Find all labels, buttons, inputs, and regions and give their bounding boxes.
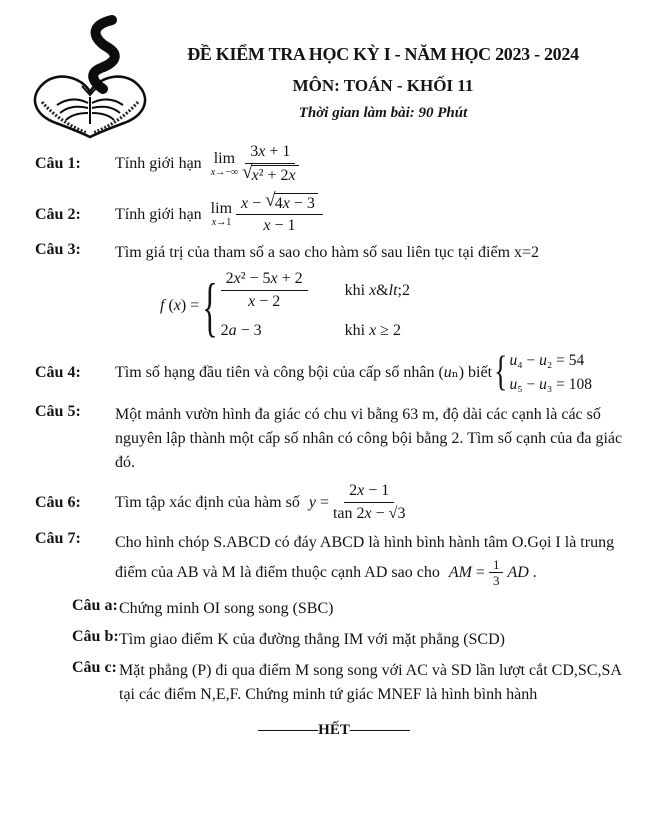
case-row: 2a − 3 khi x ≥ 2 <box>221 319 410 343</box>
fraction: $\frac{2x - 1}{\tan 2x - √3}$ <box>332 481 406 522</box>
exam-duration: Thời gian làm bài: 90 Phút <box>298 105 468 121</box>
question-7b <box>72 628 633 651</box>
brace-glyph: { <box>494 348 508 396</box>
question-label: Câu 5: <box>35 402 81 420</box>
equation-system: u₄ − u₂ = 54 u₅ − u₃ = 108 <box>509 351 593 393</box>
case-condition: khi x ≥ 2 <box>344 321 401 339</box>
dove-hands-icon <box>57 97 123 124</box>
header <box>168 44 598 122</box>
question-text: Cho hình chóp S.ABCD có đáy ABCD là hình bình hành tâm O.Gọi I là trung điểm của AB và M là điểm thuộc cạnh AD sao cho <box>115 534 615 581</box>
segment-equation: AM = <box>448 563 485 581</box>
question-label: Câu 3: <box>35 241 81 259</box>
end-marker: ————HẾT———— <box>258 721 410 738</box>
question-list <box>35 142 633 739</box>
fraction: $\frac{\text{2x² − 5x + 2}}{x - 2}$ <box>221 269 308 313</box>
subquestion-label: Câu b: <box>72 628 119 646</box>
exam-title: ĐỀ KIỂM TRA HỌC KỲ I - NĂM HỌC 2023 - 2024 <box>187 44 579 64</box>
question-label: Câu 6: <box>35 493 81 511</box>
question-label: Câu 2: <box>35 205 81 223</box>
question-4: Câu 4: Tìm số hạng đầu tiên và công bội của cấp số nhân (uₙ) biết { u₄ − u₂ = 54 u₅ − u₃ = 108 <box>35 348 593 396</box>
school-logo <box>24 12 154 140</box>
question-text: Một mảnh vườn hình đa giác có chu vi bằng 63 m, độ dài các cạnh là các số nguyên lập thành một cấp số nhân có công bội bằng 2. Tìm số cạnh của đa giác đó. <box>115 405 623 471</box>
limit-operator: lim x→1 <box>210 200 233 229</box>
function-name: y = <box>308 493 329 511</box>
piecewise-function <box>160 269 633 343</box>
fraction: 3x + 1 √ x² + 2x <box>242 142 299 187</box>
question-text: Tính giới hạn <box>115 155 202 173</box>
function-name: f (x) = <box>160 296 200 314</box>
exam-subject: MÔN: TOÁN - KHỐI 11 <box>292 76 474 95</box>
subquestion-label: Câu c: <box>72 659 117 677</box>
brace-glyph: { <box>202 269 218 343</box>
limit-operator: lim x→−∞ <box>210 149 239 178</box>
subquestion-text: Chứng minh OI song song (SBC) <box>119 599 334 617</box>
question-2 <box>35 189 633 238</box>
sqrt-radical: √ 4x − 3 <box>265 193 318 215</box>
sqrt-radical: √ x² + 2x <box>242 165 299 187</box>
subquestion-label: Câu a: <box>72 596 118 614</box>
question-text: Tìm số hạng đầu tiên và công bội của cấp số nhân <box>115 363 435 381</box>
question-1 <box>35 142 633 187</box>
subquestion-text: Tìm giao điểm K của đường thẳng IM với mặt phẳng (SCD) <box>119 631 505 649</box>
question-label: Câu 7: <box>35 530 81 548</box>
subquestion-text: Mặt phẳng (P) đi qua điểm M song song với AC và SD lần lượt cắt CD,SC,SA tại các điểm N,E,F. Chứng minh tứ giác MNEF là hình bình hành <box>119 662 622 703</box>
school-logo-graphic <box>24 12 154 140</box>
question-text: Tìm tập xác định của hàm số <box>115 493 300 511</box>
question-7: Câu 7: Cho hình chóp S.ABCD có đáy ABCD là hình bình hành tâm O.Gọi I là trung điểm của AB và M là điểm thuộc cạnh AD sao cho AM = $\frac{1}{3}$ AD . <box>35 530 615 589</box>
case-condition: khi x&lt;2 <box>344 281 410 299</box>
question-6 <box>35 481 633 525</box>
question-text: Tìm giá trị của tham số a sao cho hàm số sau liên tục tại điểm x=2 <box>115 244 540 262</box>
question-text: Tính giới hạn <box>115 205 202 223</box>
question-label: Câu 1: <box>35 155 81 173</box>
sequence-symbol: (uₙ) <box>438 363 465 381</box>
question-7a <box>72 597 633 620</box>
question-7c <box>72 659 633 705</box>
question-label: Câu 4: <box>35 363 81 381</box>
fraction: x − √ 4x − 3 x − 1 <box>236 193 323 238</box>
question-5 <box>35 403 633 475</box>
case-row <box>221 269 410 313</box>
fraction: $\frac{1}{3}$ <box>489 557 504 589</box>
question-3 <box>35 241 633 345</box>
